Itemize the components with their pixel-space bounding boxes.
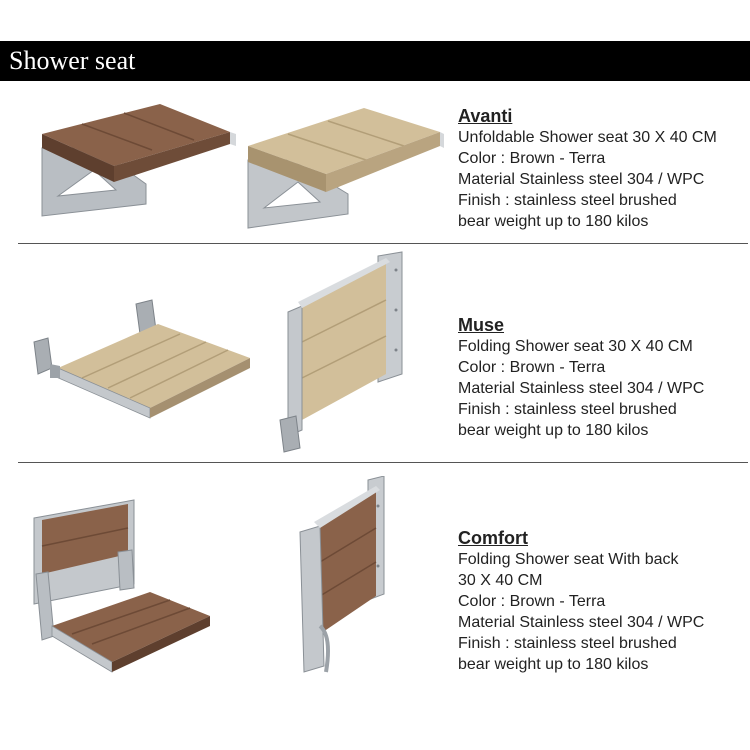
avanti-terra-seat-image [244, 104, 444, 232]
product-color: Color : Brown - Terra [458, 593, 606, 610]
header-bar [0, 41, 750, 81]
product-weight: bear weight up to 180 kilos [458, 656, 649, 673]
avanti-brown-seat-image [36, 100, 236, 225]
product-material: Material Stainless steel 304 / WPC [458, 380, 705, 397]
product-material: Material Stainless steel 304 / WPC [458, 614, 705, 631]
product-weight: bear weight up to 180 kilos [458, 422, 649, 439]
product-finish: Finish : stainless steel brushed [458, 635, 677, 652]
product-description: Folding Shower seat With back [458, 551, 679, 568]
comfort-folded-seat-image [292, 476, 392, 676]
comfort-unfolded-seat-image [30, 496, 215, 681]
product-finish: Finish : stainless steel brushed [458, 192, 677, 209]
product-name: Comfort [458, 528, 528, 548]
row-divider [18, 243, 748, 244]
product-name: Avanti [458, 106, 513, 126]
product-name: Muse [458, 315, 505, 335]
product-description: Folding Shower seat 30 X 40 CM [458, 338, 693, 355]
product-finish: Finish : stainless steel brushed [458, 401, 677, 418]
muse-unfolded-seat-image [30, 298, 255, 430]
product-description: Unfoldable Shower seat 30 X 40 CM [458, 129, 717, 146]
product-weight: bear weight up to 180 kilos [458, 213, 649, 230]
product-comfort [458, 527, 704, 675]
muse-folded-seat-image [278, 250, 408, 454]
product-muse [458, 314, 704, 441]
product-size: 30 X 40 CM [458, 572, 543, 589]
product-color: Color : Brown - Terra [458, 150, 606, 167]
page-title: Shower seat [9, 46, 136, 75]
row-divider [18, 462, 748, 463]
product-material: Material Stainless steel 304 / WPC [458, 171, 705, 188]
product-avanti [458, 105, 717, 232]
product-color: Color : Brown - Terra [458, 359, 606, 376]
